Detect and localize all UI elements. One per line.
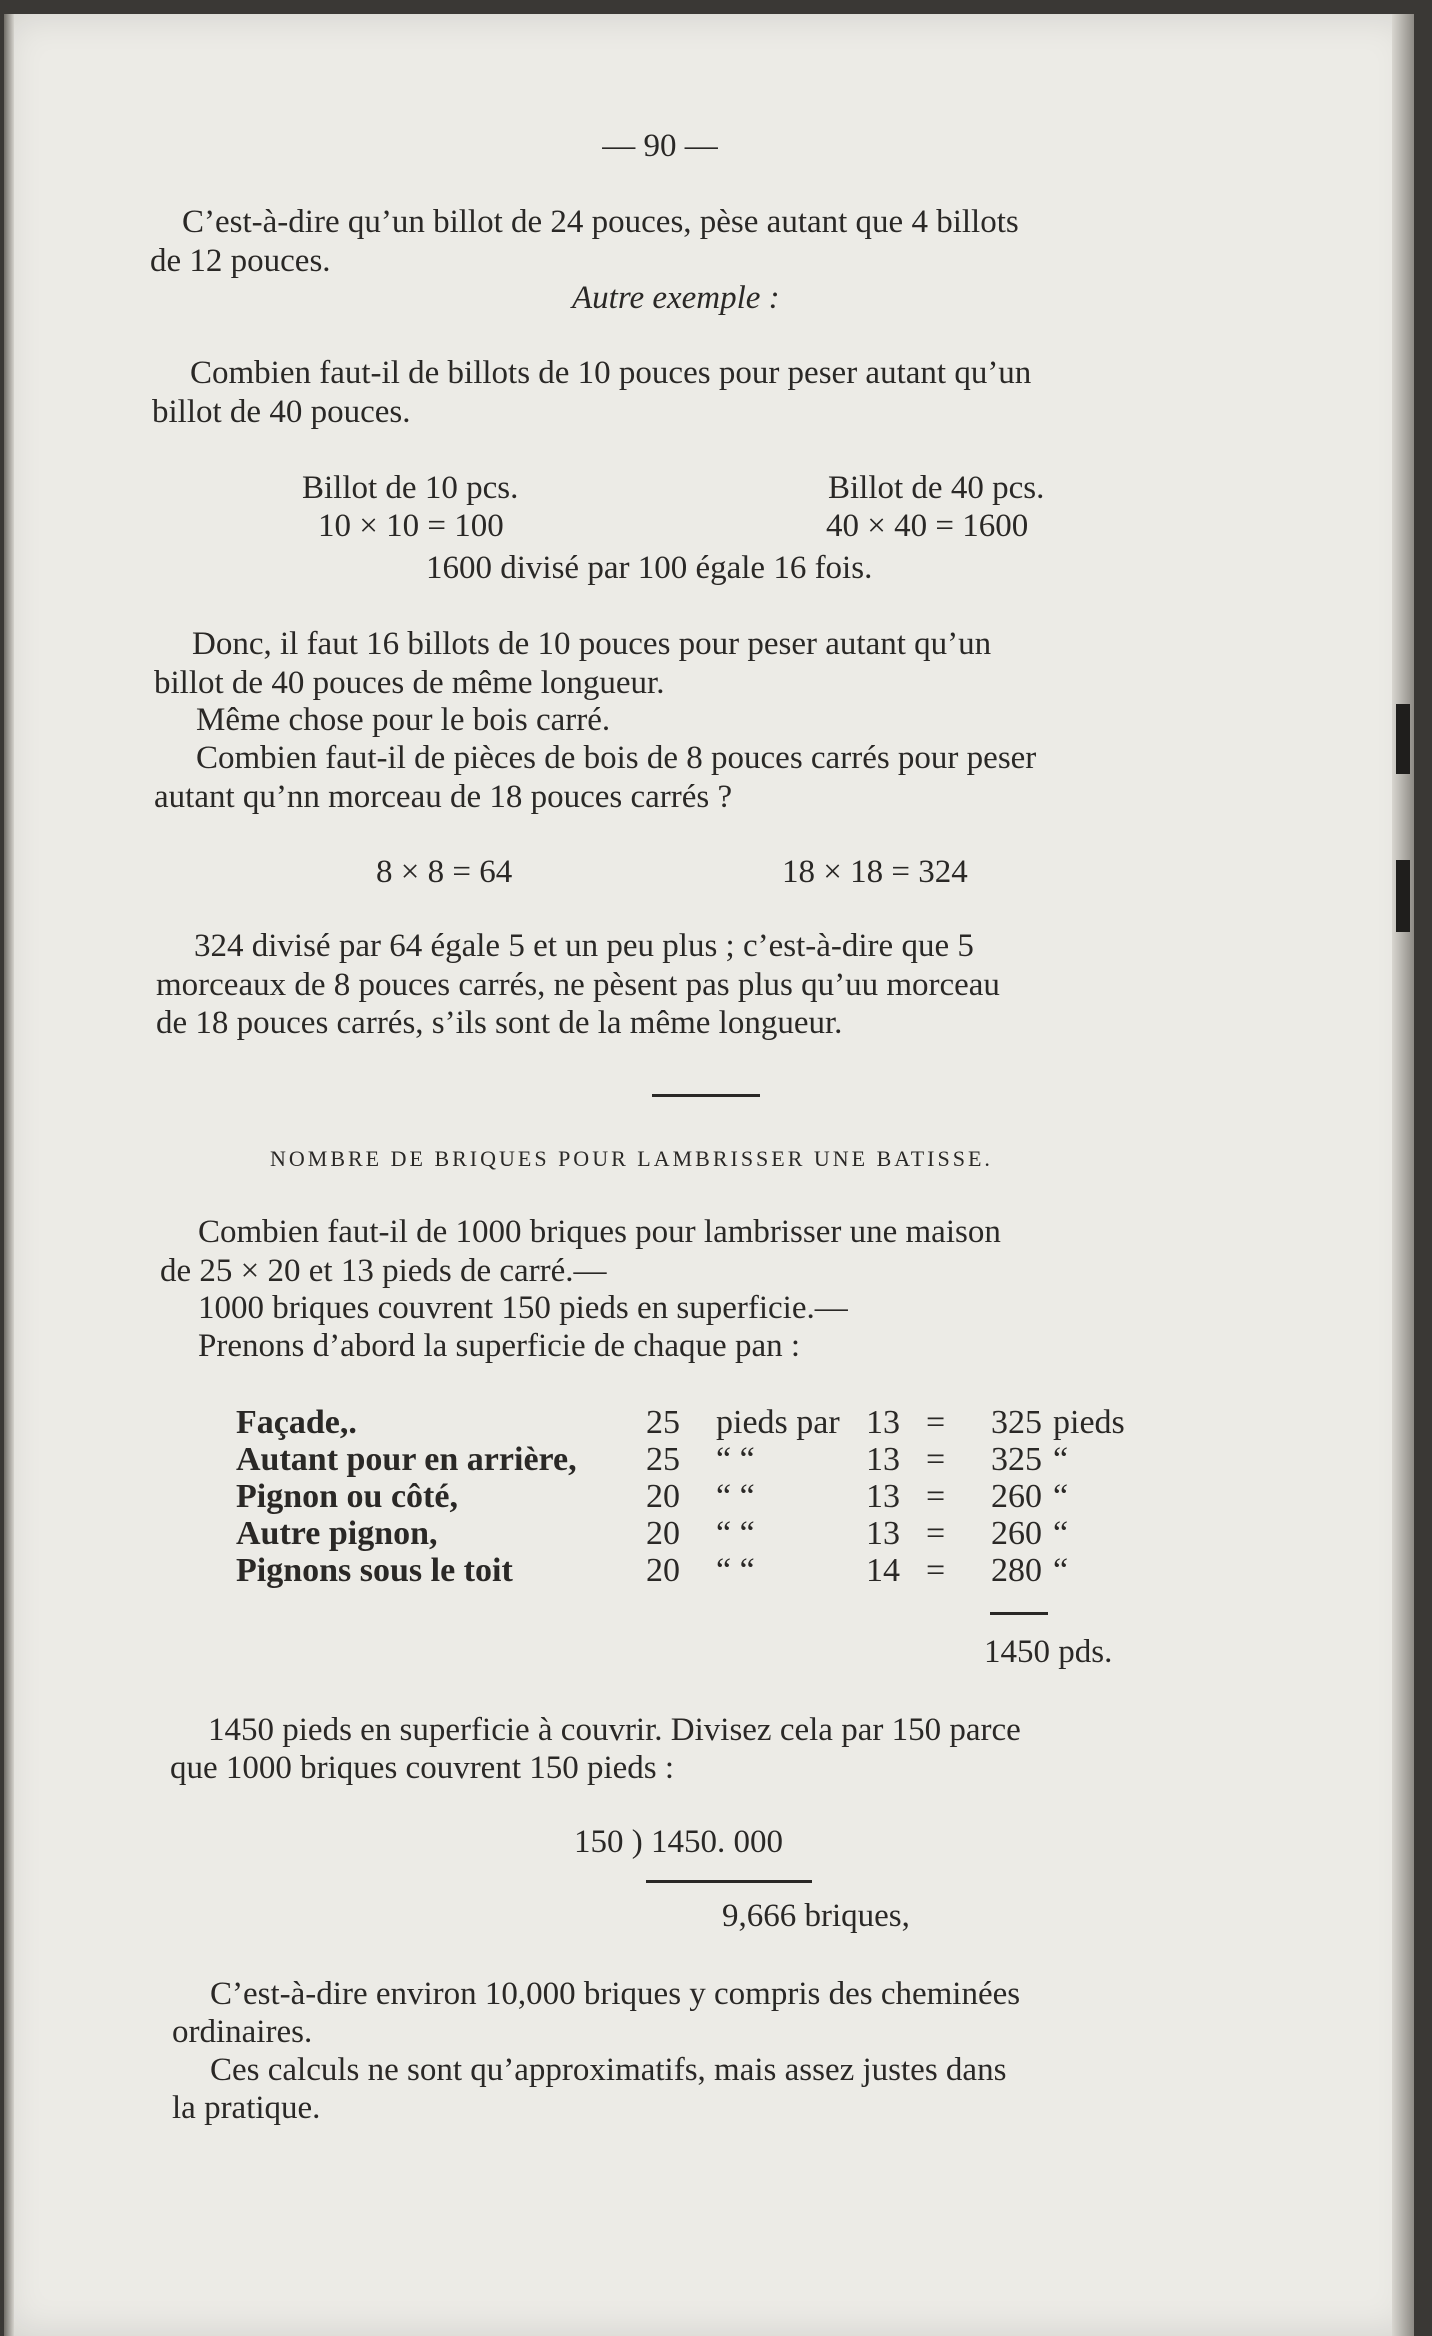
- conclusion-line: Même chose pour le bois carré.: [196, 702, 611, 738]
- final-line: Ces calculs ne sont qu’approximatifs, mais assez justes dans: [210, 2052, 1007, 2088]
- conclusion-line: Combien faut-il de pièces de bois de 8 pouces carrés pour peser: [196, 740, 1037, 776]
- row-equals: =: [926, 1404, 946, 1441]
- intro-line: de 12 pouces.: [150, 243, 331, 279]
- calc-formula: 10 × 10 = 100: [318, 508, 504, 544]
- sum-rule: [990, 1612, 1048, 1615]
- conclusion-line: de 18 pouces carrés, s’ils sont de la même longueur.: [156, 1005, 843, 1041]
- row-label: Autre pignon,: [236, 1515, 438, 1552]
- final-line: C’est-à-dire environ 10,000 briques y compris des cheminées: [210, 1976, 1021, 2012]
- row-depth: 14: [866, 1552, 900, 1589]
- row-width: 20: [646, 1552, 680, 1589]
- row-equals: =: [926, 1515, 946, 1552]
- table-total: 1450 pds.: [984, 1634, 1113, 1670]
- row-depth: 13: [866, 1441, 900, 1478]
- row-depth: 13: [866, 1478, 900, 1515]
- row-width: 25: [646, 1441, 680, 1478]
- row-par: “ “: [716, 1441, 755, 1478]
- page-tab-marker: [1396, 860, 1410, 932]
- conclusion-line: Donc, il faut 16 billots de 10 pouces pour peser autant qu’un: [192, 626, 992, 662]
- row-unit: “: [1053, 1552, 1069, 1589]
- division-intro-line: 1450 pieds en superficie à couvrir. Divisez cela par 150 parce: [208, 1712, 1021, 1748]
- calc-formula: 40 × 40 = 1600: [826, 508, 1029, 544]
- page-edge: [1392, 14, 1414, 2336]
- section-divider: [652, 1094, 760, 1097]
- conclusion-line: 324 divisé par 64 égale 5 et un peu plus ; c’est-à-dire que 5: [194, 928, 974, 964]
- page-tab-marker: [1396, 704, 1410, 774]
- row-area: 325: [991, 1404, 1042, 1441]
- row-equals: =: [926, 1441, 946, 1478]
- calc-formula: 18 × 18 = 324: [782, 854, 968, 890]
- division-intro-line: que 1000 briques couvrent 150 pieds :: [170, 1750, 675, 1786]
- row-label: Façade,.: [236, 1404, 357, 1441]
- question-line: Combien faut-il de billots de 10 pouces pour peser autant qu’un: [190, 355, 1032, 391]
- row-width: 25: [646, 1404, 680, 1441]
- question-line: de 25 × 20 et 13 pieds de carré.—: [160, 1253, 607, 1289]
- row-par: “ “: [716, 1478, 755, 1515]
- row-label: Pignon ou côté,: [236, 1478, 458, 1515]
- row-unit: pieds: [1053, 1404, 1125, 1441]
- row-depth: 13: [866, 1404, 900, 1441]
- row-par: pieds par: [716, 1404, 840, 1441]
- final-line: ordinaires.: [172, 2014, 313, 2050]
- calc-result: 1600 divisé par 100 égale 16 fois.: [426, 550, 873, 586]
- row-equals: =: [926, 1478, 946, 1515]
- row-area: 280: [991, 1552, 1042, 1589]
- conclusion-line: morceaux de 8 pouces carrés, ne pèsent pas plus qu’uu morceau: [156, 967, 1000, 1003]
- row-width: 20: [646, 1515, 680, 1552]
- intro-line: C’est-à-dire qu’un billot de 24 pouces, pèse autant que 4 billots: [182, 204, 1019, 240]
- final-line: la pratique.: [172, 2090, 321, 2126]
- row-equals: =: [926, 1552, 946, 1589]
- row-par: “ “: [716, 1552, 755, 1589]
- question-line: billot de 40 pouces.: [152, 394, 411, 430]
- section-title: NOMBRE DE BRIQUES POUR LAMBRISSER UNE BATISSE.: [270, 1146, 993, 1171]
- question-line: 1000 briques couvrent 150 pieds en superficie.—: [198, 1290, 848, 1326]
- calc-formula: 8 × 8 = 64: [376, 854, 513, 890]
- conclusion-line: autant qu’nn morceau de 18 pouces carrés ?: [154, 779, 733, 815]
- page-number: — 90 —: [602, 128, 718, 164]
- question-line: Prenons d’abord la superficie de chaque pan :: [198, 1328, 801, 1364]
- division-rule: [646, 1880, 812, 1883]
- row-label: Pignons sous le toit: [236, 1552, 513, 1589]
- calc-label: Billot de 10 pcs.: [302, 470, 519, 506]
- row-depth: 13: [866, 1515, 900, 1552]
- long-division: 150 ) 1450. 000: [574, 1824, 783, 1860]
- row-area: 260: [991, 1515, 1042, 1552]
- row-par: “ “: [716, 1515, 755, 1552]
- row-area: 260: [991, 1478, 1042, 1515]
- question-line: Combien faut-il de 1000 briques pour lambrisser une maison: [198, 1214, 1001, 1250]
- division-result: 9,666 briques,: [722, 1898, 910, 1934]
- conclusion-line: billot de 40 pouces de même longueur.: [154, 665, 665, 701]
- row-label: Autant pour en arrière,: [236, 1441, 577, 1478]
- row-unit: “: [1053, 1441, 1069, 1478]
- row-unit: “: [1053, 1478, 1069, 1515]
- row-unit: “: [1053, 1515, 1069, 1552]
- row-area: 325: [991, 1441, 1042, 1478]
- example-heading: Autre exemple :: [572, 280, 780, 316]
- row-width: 20: [646, 1478, 680, 1515]
- page-spine: [4, 14, 14, 2336]
- calc-label: Billot de 40 pcs.: [828, 470, 1045, 506]
